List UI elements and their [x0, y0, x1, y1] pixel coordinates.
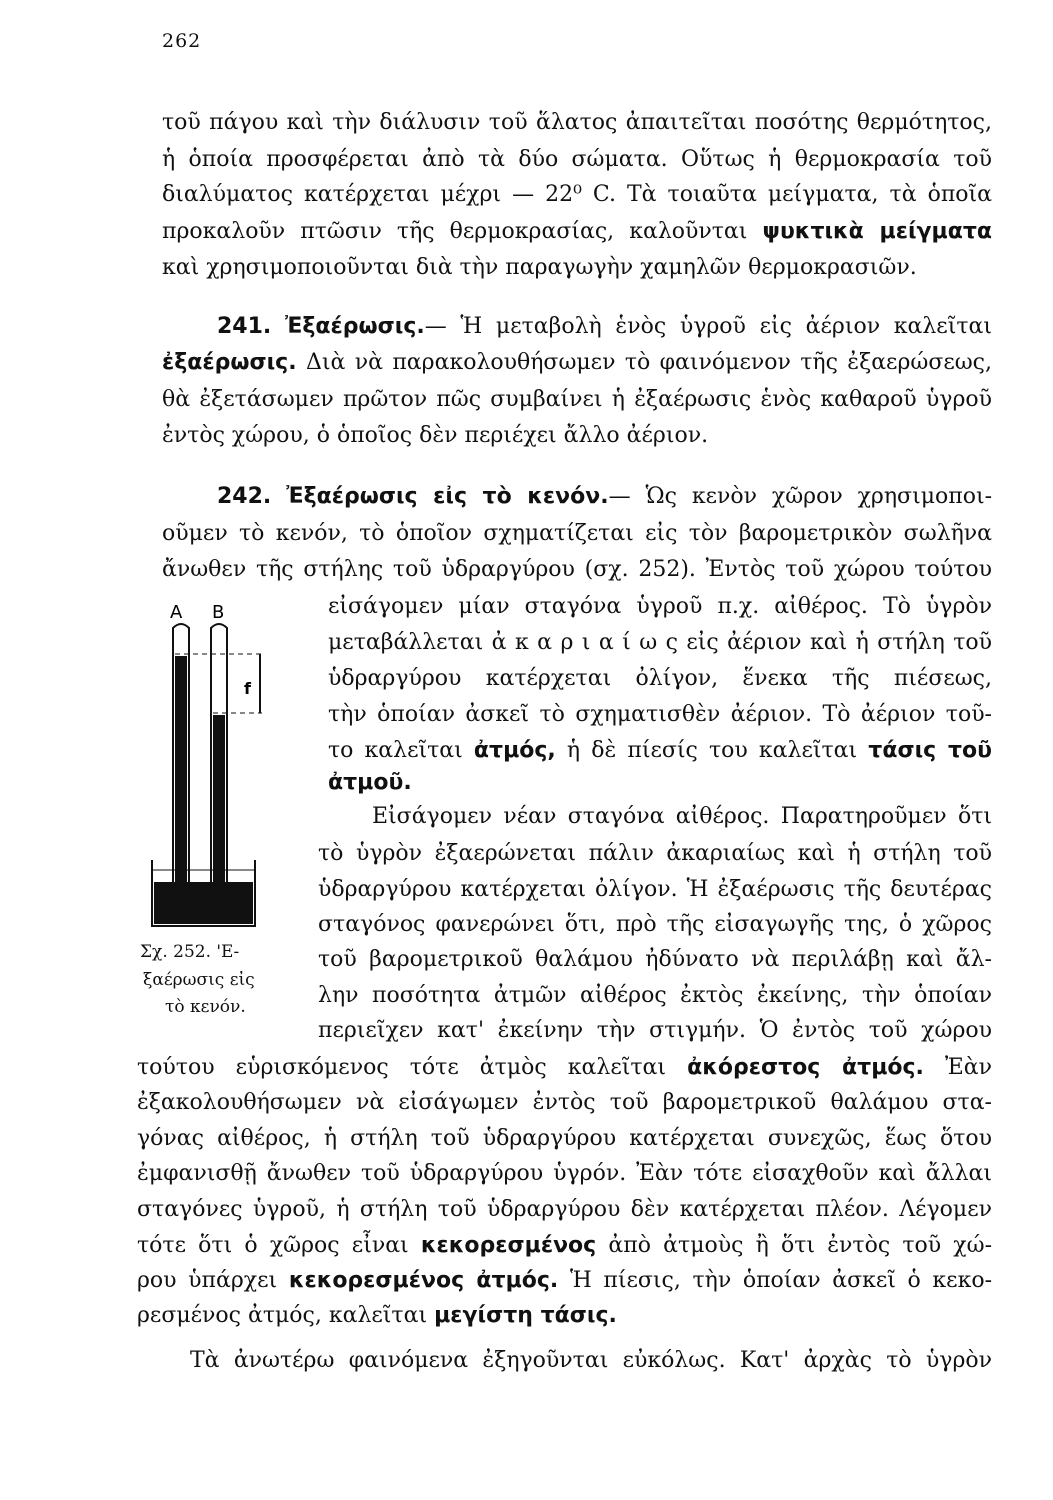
text-line: τὸ ὑγρὸν ἐξαερώνεται πάλιν ἀκαριαίως καὶ ἡ στήλη τοῦ [318, 841, 992, 866]
text-line: μεταβάλλεται ἀ κ α ρ ι α ί ω ς εἰς ἀέριον καὶ ἡ στήλη τοῦ [328, 630, 992, 655]
text-line: διαλύματος κατέρχεται μέχρι — 22⁰ C. Τὰ τοιαῦτα μείγματα, τὰ ὁποῖα [162, 182, 992, 207]
barometer-figure [150, 598, 275, 928]
text-line: τούτου εὑρισκόμενος τότε ἀτμὸς καλεῖται ἀκόρεστος ἀτμός. Ἐὰν [137, 1055, 992, 1080]
text-line: ἡ ὁποία προσφέρεται ἀπὸ τὰ δύο σώματα. Οὕτως ἡ θερμοκρασία τοῦ [162, 147, 992, 172]
text-line: οῦμεν τὸ κενόν, τὸ ὁποῖον σχηματίζεται εἰς τὸν βαρομετρικὸν σωλῆνα [162, 521, 992, 546]
text-line: εἰσάγομεν μίαν σταγόνα ὑγροῦ π.χ. αἰθέρος. Τὸ ὑγρὸν [328, 594, 992, 619]
text-line: προκαλοῦν πτῶσιν τῆς θερμοκρασίας, καλοῦνται ψυκτικὰ μείγματα [162, 219, 992, 244]
text-line: Εἰσάγομεν νέαν σταγόνα αἰθέρος. Παρατηροῦμεν ὅτι [372, 804, 992, 829]
bold-term: ἐξαέρωσις. [162, 350, 297, 375]
text-line: το καλεῖται ἀτμός, ἡ δὲ πίεσίς του καλεῖται τάσις τοῦ [328, 738, 993, 763]
text-line: ἐντὸς χώρου, ὁ ὁποῖος δὲν περιέχει ἄλλο ἀέριον. [162, 423, 709, 448]
text-line: γόνας αἰθέρος, ἡ στήλη τοῦ ὑδραργύρου κατέρχεται συνεχῶς, ἕως ὅτου [137, 1126, 992, 1151]
text-line: ἐμφανισθῇ ἄνωθεν τοῦ ὑδραργύρου ὑγρόν. Ἐὰν τότε εἰσαχθοῦν καὶ ἄλλαι [137, 1161, 992, 1186]
text-line: ἐξαέρωσις. Διὰ νὰ παρακολουθήσωμεν τὸ φαινόμενον τῆς ἐξαερώσεως, [162, 350, 992, 375]
figure-caption-line: ξαέρωσις εἰς [143, 970, 255, 990]
bold-term: κεκορεσμένος ἀτμός. [288, 1268, 559, 1293]
text-line: τότε ὅτι ὁ χῶρος εἶναι κεκορεσμένος ἀπὸ ἀτμοὺς ἢ ὅτι ἐντὸς τοῦ χώ- [137, 1233, 993, 1258]
figure-caption-line: Σχ. 252. 'Ε- [140, 942, 240, 962]
figure-label-a: A [170, 602, 183, 623]
text-line: τὴν ὁποίαν ἀσκεῖ τὸ σχηματισθὲν ἀέριον. Τὸ ἀέριον τοῦ- [328, 702, 992, 727]
figure-caption-line: τὸ κενόν. [165, 997, 246, 1017]
text-line: Τὰ ἀνωτέρω φαινόμενα ἐξηγοῦνται εὐκόλως. Κατ' ἀρχὰς τὸ ὑγρὸν [190, 1348, 992, 1373]
text-line: ὑδραργύρου κατέρχεται ὀλίγον. Ἡ ἐξαέρωσις τῆς δευτέρας [318, 877, 992, 902]
bold-term: ἀτμοῦ. [328, 770, 412, 795]
text-line: ἄνωθεν τῆς στήλης τοῦ ὑδραργύρου (σχ. 252). Ἐντὸς τοῦ χώρου τούτου [162, 557, 992, 582]
text-line: ρεσμένος ἀτμός, καλεῖται μεγίστη τάσις. [137, 1303, 617, 1328]
text-line: περιεῖχεν κατ' ἐκείνην τὴν στιγμήν. Ὁ ἐντὸς τοῦ χώρου [318, 1018, 992, 1043]
section-241-heading: 241. Ἐξαέρωσις.— Ἡ μεταβολὴ ἑνὸς ὑγροῦ εἰς ἀέριον καλεῖται [217, 314, 992, 339]
text-line: λην ποσότητα ἀτμῶν αἰθέρος ἐκτὸς ἐκείνης, τὴν ὁποίαν [318, 983, 992, 1008]
text-line: τοῦ βαρομετρικοῦ θαλάμου ἠδύνατο νὰ περιλάβῃ καὶ ἄλ- [318, 947, 992, 972]
page-number: 262 [162, 30, 202, 52]
text-line: ὑδραργύρου κατέρχεται ὀλίγον, ἕνεκα τῆς πιέσεως, [328, 666, 992, 691]
text-line [328, 772, 992, 794]
mercury-column-a [175, 656, 187, 900]
figure-label-f: f [244, 679, 251, 698]
text-line: τοῦ πάγου καὶ τὴν διάλυσιν τοῦ ἅλατος ἀπαιτεῖται ποσότης θερμότητος, [162, 110, 992, 135]
mercury-column-b [213, 715, 225, 900]
figure-label-b: B [212, 602, 225, 623]
bold-term: ψυκτικὰ μείγματα [762, 219, 992, 244]
text-line: σταγόνες ὑγροῦ, ἡ στήλη τοῦ ὑδραργύρου δὲν κατέρχεται πλέον. Λέγομεν [137, 1197, 992, 1222]
text-line: ρου ὑπάρχει κεκορεσμένος ἀτμός. Ἡ πίεσις, τὴν ὁποίαν ἀσκεῖ ὁ κεκο- [137, 1268, 992, 1293]
section-242-heading: 242. Ἐξαέρωσις εἰς τὸ κενόν.— Ὡς κενὸν χῶρον χρησιμοποι- [217, 484, 992, 509]
bold-term: τάσις τοῦ [868, 738, 993, 763]
text-line: καὶ χρησιμοποιοῦνται διὰ τὴν παραγωγὴν χαμηλῶν θερμοκρασιῶν. [162, 255, 917, 280]
bold-term: κεκορεσμένος [420, 1233, 597, 1258]
bold-term: ἀτμός, [473, 738, 556, 763]
mercury-basin [154, 882, 253, 924]
text-line: θὰ ἐξετάσωμεν πρῶτον πῶς συμβαίνει ἡ ἐξαέρωσις ἑνὸς καθαροῦ ὑγροῦ [162, 387, 992, 412]
text-line: σταγόνος φανερώνει ὅτι, πρὸ τῆς εἰσαγωγῆς της, ὁ χῶρος [318, 912, 992, 937]
bold-term: ἀκόρεστος ἀτμός. [687, 1055, 924, 1080]
section-title: Ἐξαέρωσις. [284, 314, 425, 339]
text-line: ἐξακολουθήσωμεν νὰ εἰσάγωμεν ἐντὸς τοῦ βαρομετρικοῦ θαλάμου στα- [137, 1090, 992, 1115]
bold-term: μεγίστη τάσις. [434, 1303, 617, 1328]
section-title: Ἐξαέρωσις εἰς τὸ κενόν. [286, 484, 609, 509]
